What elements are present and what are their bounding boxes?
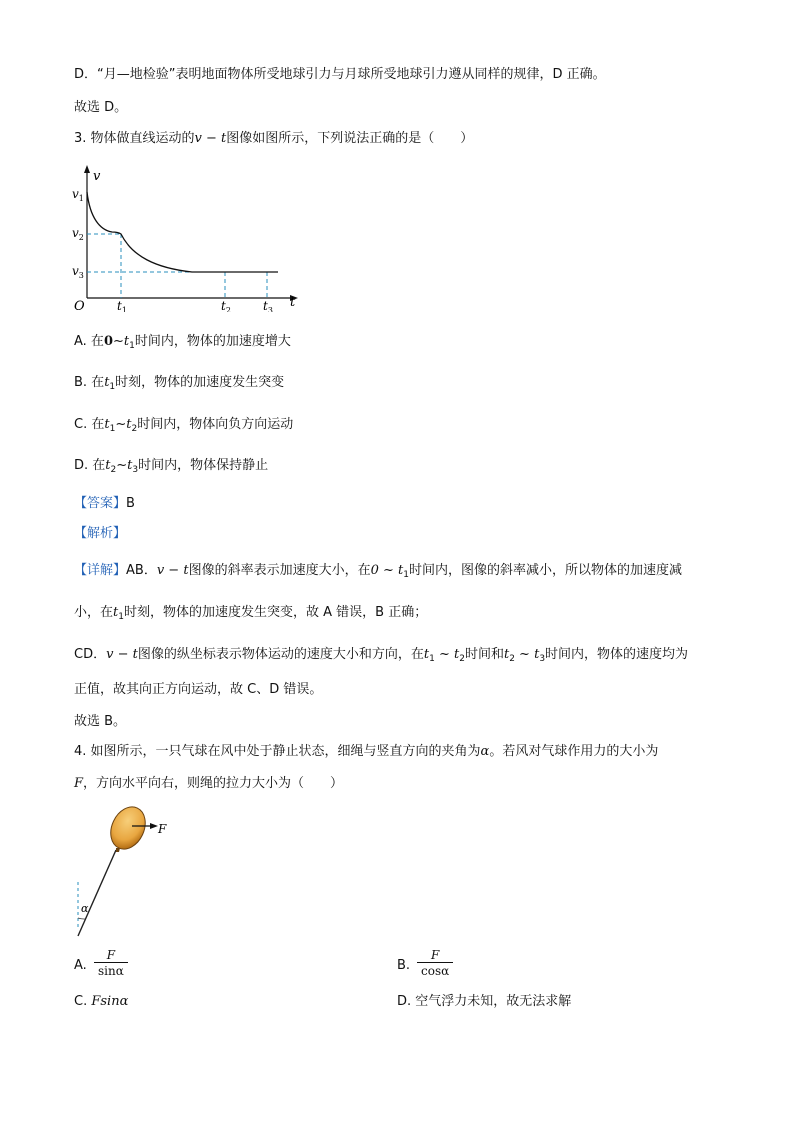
answer-value: B — [126, 496, 135, 511]
q3-detail-line-4: 正值，故其向正方向运动，故 C、D 错误。 — [74, 682, 323, 697]
q3-option-a: A. 在$0\sim t_1$时间内，物体的加速度增大 — [74, 334, 291, 351]
string — [78, 850, 116, 936]
q3-conclusion: 故选 B。 — [74, 714, 127, 729]
q4-option-d: D. 空气浮力未知，故无法求解 — [397, 994, 572, 1009]
q3-analysis-tag: 【解析】 — [74, 526, 127, 541]
v3-label: $v_3$ — [72, 264, 84, 280]
q3-option-c: C. 在$t_1\sim t_2$时间内，物体向负方向运动 — [74, 417, 294, 434]
balloon — [104, 802, 152, 855]
angle-arc — [78, 918, 85, 919]
q4-option-c: C. Fsinα — [74, 994, 129, 1009]
q3-detail-line-2: 小，在$t_1$时刻，物体的加速度发生突变，故 A 错误，B 正确； — [74, 605, 428, 622]
q3-option-d: D. 在$t_2\sim t_3$时间内，物体保持静止 — [74, 458, 269, 475]
force-arrowhead — [150, 823, 158, 829]
v1-label: $v_1$ — [72, 187, 84, 203]
q2-option-d-text: D．“月—地检验”表明地面物体所受地球引力与月球所受地球引力遵从同样的规律，D 正确。 — [74, 67, 606, 82]
q3-detail-line-1: 【详解】AB．v − t图像的斜率表示加速度大小，在0 ~ $t_1$时间内，图像的斜率减小，所以物体的加速度减 — [74, 563, 682, 580]
q3-vt-graph — [70, 160, 310, 312]
q4-balloon-figure — [70, 802, 180, 944]
q3-answer — [74, 495, 135, 513]
guide-lines — [87, 234, 267, 298]
fraction-a: $\frac{F}{\sin\alpha}$ — [94, 948, 128, 978]
q2-conclusion: 故选 D。 — [74, 100, 128, 115]
vt-curve — [87, 192, 278, 272]
balloon-knot — [116, 848, 120, 852]
q3-detail-line-3: CD．v − t图像的纵坐标表示物体运动的速度大小和方向，在$t_1$ ~ $t_2$时间和$t_2$ ~ $t_3$时间内，物体的速度均为 — [74, 647, 689, 664]
q3-stem: 3. 物体做直线运动的v − t图像如图所示，下列说法正确的是（ ） — [74, 131, 474, 146]
q4-stem-line-2: F，方向水平向右，则绳的拉力大小为（ ） — [74, 776, 344, 791]
q4-stem-line-1: 4. 如图所示，一只气球在风中处于静止状态，细绳与竖直方向的夹角为α。若风对气球作用力的大小为 — [74, 744, 659, 759]
t1-label: $t_1$ — [117, 299, 127, 312]
angle-label: α — [81, 902, 89, 915]
v-axis-arrow — [84, 165, 90, 173]
t3-label: $t_3$ — [263, 299, 273, 312]
v-axis-label: v — [93, 169, 101, 184]
q3-option-b: B. 在$t_1$时刻，物体的加速度发生突变 — [74, 375, 285, 392]
t2-label: $t_2$ — [221, 299, 231, 312]
v2-label: $v_2$ — [72, 226, 84, 242]
answer-tag: 【答案】 — [74, 496, 127, 511]
origin-label: O — [74, 299, 85, 312]
fraction-b: $\frac{F}{\cos\alpha}$ — [417, 948, 453, 978]
t-axis-label: t — [290, 295, 296, 310]
force-label: F — [158, 822, 167, 836]
